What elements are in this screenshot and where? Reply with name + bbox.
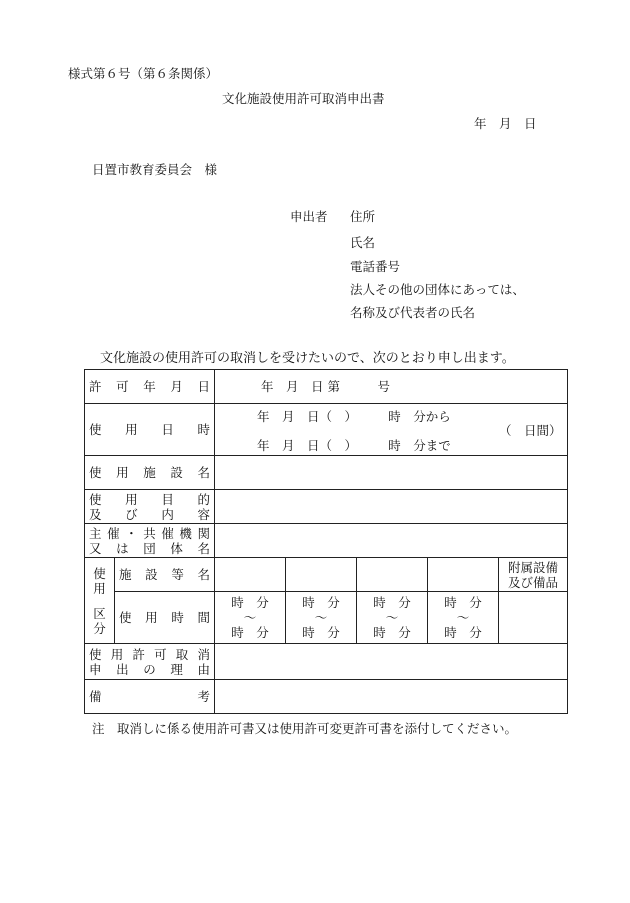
applicant-corporate-note: 法人その他の団体にあっては、 bbox=[350, 282, 525, 297]
time-slot-4-end: 時 分 bbox=[444, 625, 482, 640]
applicant-phone: 電話番号 bbox=[350, 259, 401, 274]
facility-etc-cell-4[interactable] bbox=[428, 558, 499, 592]
time-slot-3-end: 時 分 bbox=[373, 625, 411, 640]
facility-label: 使用施設名 bbox=[89, 465, 211, 480]
applicant-address: 住所 bbox=[350, 209, 376, 224]
applicant-label: 申出者 bbox=[290, 209, 328, 224]
purpose-label-cell bbox=[85, 490, 215, 524]
permit-date-label: 許可年月日 bbox=[89, 379, 211, 394]
time-slot-2[interactable] bbox=[286, 592, 357, 644]
remarks-label: 備考 bbox=[89, 689, 211, 704]
remarks-value-cell[interactable] bbox=[215, 680, 568, 714]
time-slot-4-start: 時 分 bbox=[444, 595, 482, 610]
use-to: 年 月 日（ ） 時 分まで bbox=[257, 437, 451, 453]
time-slot-2-end: 時 分 bbox=[302, 625, 340, 640]
time-slot-4[interactable] bbox=[428, 592, 499, 644]
purpose-label-line2: 及び内容 bbox=[89, 506, 211, 522]
date-line: 年 月 日 bbox=[474, 116, 537, 131]
reason-label-cell bbox=[85, 644, 215, 680]
use-days: （ 日間） bbox=[499, 422, 562, 438]
reason-value-cell[interactable] bbox=[215, 644, 568, 680]
permit-date-label-cell bbox=[85, 370, 215, 404]
use-from: 年 月 日（ ） 時 分から bbox=[257, 408, 451, 424]
facility-etc-cell-3[interactable] bbox=[357, 558, 428, 592]
facility-label-cell bbox=[85, 456, 215, 490]
row-use-datetime bbox=[85, 404, 568, 456]
row-permit-date bbox=[85, 370, 568, 404]
row-facility-etc bbox=[85, 558, 568, 592]
use-datetime-label: 使用日時 bbox=[89, 422, 211, 437]
row-facility-name bbox=[85, 456, 568, 490]
time-slot-4-sep: 〜 bbox=[456, 610, 470, 625]
applicant-name: 氏名 bbox=[350, 235, 376, 250]
row-remarks bbox=[85, 680, 568, 714]
document-title: 文化施設使用許可取消申出書 bbox=[222, 91, 385, 106]
category-vertical-label bbox=[85, 558, 115, 644]
organizer-value-cell[interactable] bbox=[215, 524, 568, 558]
form-number: 様式第６号（第６条関係） bbox=[68, 66, 219, 81]
equipment-label-cell bbox=[499, 558, 568, 592]
permit-date-value: 年 月 日 第 号 bbox=[261, 379, 390, 394]
application-form-table bbox=[84, 369, 568, 714]
row-use-time bbox=[85, 592, 568, 644]
facility-etc-cell-1[interactable] bbox=[215, 558, 286, 592]
equipment-label-line2: 及び備品 bbox=[508, 574, 559, 590]
time-slot-1-sep: 〜 bbox=[243, 610, 257, 625]
category-char-4: 分 bbox=[93, 620, 106, 636]
facility-etc-cell-2[interactable] bbox=[286, 558, 357, 592]
facility-etc-label: 施設等名 bbox=[119, 567, 211, 582]
time-slot-2-sep: 〜 bbox=[314, 610, 328, 625]
organizer-label-cell bbox=[85, 524, 215, 558]
facility-etc-label-cell bbox=[115, 558, 215, 592]
intro-text: 文化施設の使用許可の取消しを受けたいので、次のとおり申し出ます。 bbox=[100, 351, 515, 366]
equipment-label-line1: 附属設備 bbox=[508, 559, 559, 575]
row-purpose bbox=[85, 490, 568, 524]
purpose-label-line1: 使用目的 bbox=[89, 491, 211, 507]
category-char-1: 使 bbox=[93, 565, 106, 581]
facility-value-cell[interactable] bbox=[215, 456, 568, 490]
use-time-label-cell bbox=[115, 592, 215, 644]
use-datetime-label-cell bbox=[85, 404, 215, 456]
reason-label-line2: 申出の理由 bbox=[89, 661, 211, 677]
use-datetime-value-cell[interactable] bbox=[215, 404, 568, 456]
time-slot-1-start: 時 分 bbox=[231, 595, 269, 610]
equipment-value-cell[interactable] bbox=[499, 592, 568, 644]
category-char-2: 用 bbox=[93, 580, 106, 596]
row-reason bbox=[85, 644, 568, 680]
organizer-label-line2: 又は団体名 bbox=[89, 540, 211, 556]
time-slot-1-end: 時 分 bbox=[231, 625, 269, 640]
remarks-label-cell bbox=[85, 680, 215, 714]
permit-date-value-cell[interactable] bbox=[215, 370, 568, 404]
time-slot-3-sep: 〜 bbox=[385, 610, 399, 625]
time-slot-1[interactable] bbox=[215, 592, 286, 644]
addressee: 日置市教育委員会 様 bbox=[92, 162, 218, 177]
purpose-value-cell[interactable] bbox=[215, 490, 568, 524]
use-time-label: 使用時間 bbox=[119, 610, 211, 625]
reason-label-line1: 使用許可取消 bbox=[89, 646, 211, 662]
row-organizer bbox=[85, 524, 568, 558]
time-slot-2-start: 時 分 bbox=[302, 595, 340, 610]
category-char-3: 区 bbox=[93, 605, 106, 621]
time-slot-3-start: 時 分 bbox=[373, 595, 411, 610]
applicant-representative: 名称及び代表者の氏名 bbox=[350, 305, 476, 320]
time-slot-3[interactable] bbox=[357, 592, 428, 644]
attachment-note: 注 取消しに係る使用許可書又は使用許可変更許可書を添付してください。 bbox=[92, 721, 518, 736]
organizer-label-line1: 主催・共催機関 bbox=[89, 525, 211, 541]
